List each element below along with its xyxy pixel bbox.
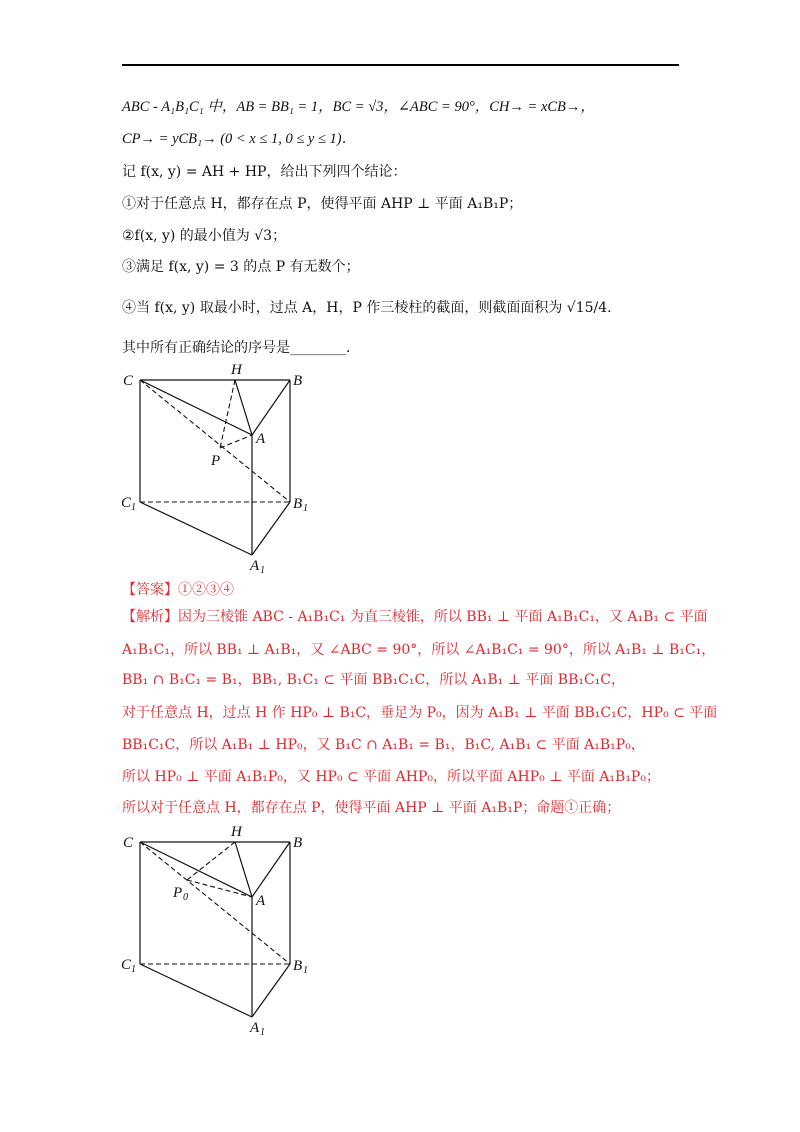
label-P0: P [173, 885, 183, 901]
analysis-line-5: BB₁C₁C，所以 A₁B₁ ⊥ HP₀，又 B₁C ∩ A₁B₁ = B₁，B₁C, A₁B₁ ⊂ 平面 A₁B₁P₀， [122, 737, 645, 753]
label-C1-subscript: 1 [131, 502, 136, 513]
label-C: C [123, 835, 134, 851]
conclusion-4: ④当 f(x, y) 取最小时，过点 A，H，P 作三棱柱的截面，则截面面积为 √15/4． [122, 300, 622, 316]
label-A1: A [250, 558, 260, 574]
answer-heading: 【答案】①②③④ [122, 582, 234, 598]
label-A: A [256, 893, 266, 909]
analysis-line-3: BB₁ ∩ B₁C₁ = B₁，BB₁, B₁C₁ ⊂ 平面 BB₁C₁C，所以 A₁B₁ ⊥ 平面 BB₁C₁C， [122, 672, 626, 688]
analysis-line-6: 所以 HP₀ ⊥ 平面 A₁B₁P₀，又 HP₀ ⊂ 平面 AHP₀，所以平面 AHP₀ ⊥ 平面 A₁B₁P₀； [122, 769, 660, 785]
label-P: P [211, 453, 221, 469]
problem-line-3: 记 f(x, y) = AH + HP，给出下列四个结论： [122, 164, 407, 180]
prism-figure-1 [115, 360, 315, 575]
label-B1-subscript: 1 [303, 965, 308, 976]
label-C1: C [121, 495, 132, 511]
analysis-line-7: 所以对于任意点 H，都存在点 P，使得平面 AHP ⊥ 平面 A₁B₁P；命题①正确； [122, 800, 621, 816]
prism-figure-2 [115, 822, 315, 1037]
label-B1: B [293, 496, 303, 512]
label-P0-subscript: 0 [183, 892, 188, 903]
analysis-line-4: 对于任意点 H，过点 H 作 HP₀ ⊥ B₁C，垂足为 P₀，因为 A₁B₁ ⊥ 平面 BB₁C₁C，HP₀ ⊂ 平面 [122, 705, 718, 721]
label-C: C [123, 373, 134, 389]
label-A1-subscript: 1 [260, 565, 265, 575]
question-prompt: 其中所有正确结论的序号是________． [122, 340, 360, 356]
conclusion-2: ②f(x, y) 的最小值为 √3； [122, 228, 287, 244]
label-B1-subscript: 1 [303, 503, 308, 514]
label-A1: A [250, 1020, 260, 1036]
problem-line-2: CP→ = yCB₁→ (0 < x ≤ 1, 0 ≤ y ≤ 1)． [122, 131, 357, 147]
label-B: B [293, 835, 303, 851]
label-C1-subscript: 1 [131, 964, 136, 975]
conclusion-1: ①对于任意点 H，都存在点 P，使得平面 AHP ⊥ 平面 A₁B₁P； [122, 196, 523, 212]
label-A1-subscript: 1 [260, 1027, 265, 1037]
label-B1: B [293, 958, 303, 974]
problem-line-1: ABC - A₁B₁C₁ 中，AB = BB₁ = 1，BC = √3，∠ABC = 90°，CH→ = xCB→， [122, 99, 595, 115]
label-C1: C [121, 957, 132, 973]
label-H: H [231, 362, 242, 378]
analysis-line-1: 【解析】因为三棱锥 ABC - A₁B₁C₁ 为直三棱锥，所以 BB₁ ⊥ 平面 A₁B₁C₁，又 A₁B₁ ⊂ 平面 [122, 609, 708, 625]
conclusion-3: ③满足 f(x, y) = 3 的点 P 有无数个； [122, 259, 360, 275]
header-rule [122, 64, 679, 66]
label-A: A [256, 431, 266, 447]
label-H: H [231, 824, 242, 840]
label-B: B [293, 373, 303, 389]
analysis-line-2: A₁B₁C₁，所以 BB₁ ⊥ A₁B₁，又 ∠ABC = 90°，所以 ∠A₁B₁C₁ = 90°，所以 A₁B₁ ⊥ B₁C₁， [122, 642, 716, 658]
